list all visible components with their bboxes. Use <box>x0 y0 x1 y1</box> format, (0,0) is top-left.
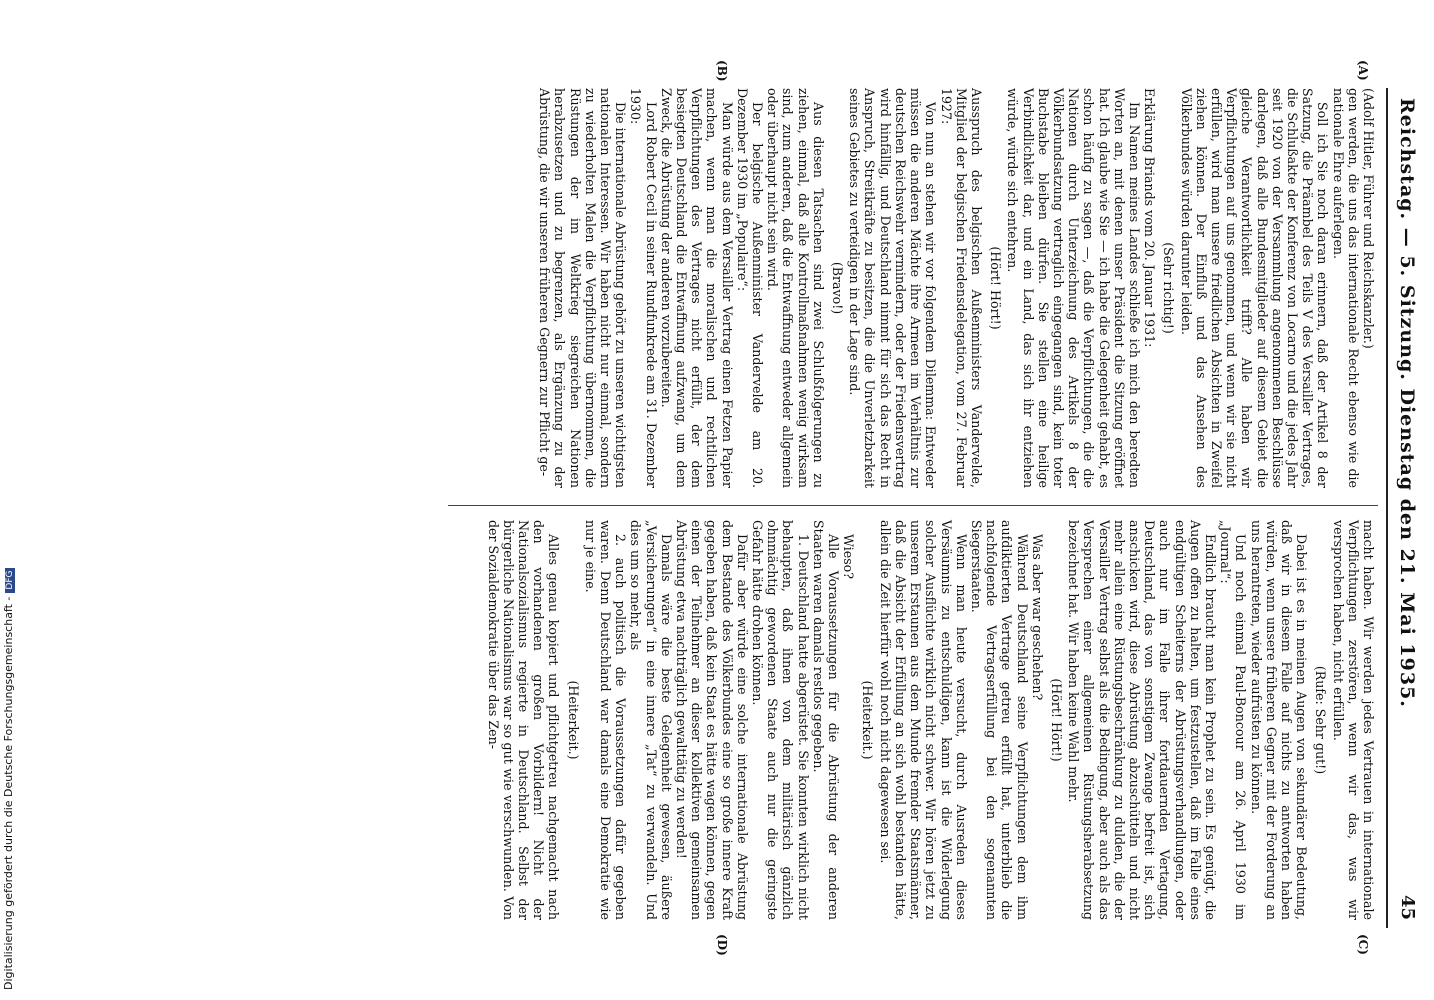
footer-credit: Digitalisierung gefördert durch die Deutsche Forschungsgemeinschaft - <box>2 596 15 990</box>
digitization-footer <box>0 0 25 1000</box>
right-column-paragraph: 2. auch politisch die Voraussetzungen dafür gegeben waren. Denn Deutschland war damals eine Demokratie wie nur je eine. <box>582 520 629 920</box>
margin-marker-d: (D) <box>715 934 729 956</box>
right-column-paragraph: Alles genau kopiert und pflichtgetreu nachgemacht nach den vorhandenen großen Vorbildern! Nicht der Nationalsozialismus regierte in Deutschland. Selbst der bürgerliche Nationalismus war so gut wie verschwunden. Von der Sozialdemokratie über das Zen- <box>485 520 562 920</box>
left-column-paragraph: Aus diesen Tatsachen sind zwei Schlußfolgerungen zu ziehen, einmal, daß alle Kontrollmaßnahmen wenig wirksam sind, zum anderen, daß die Entwaffnung entweder allgemein oder überhaupt nicht sein wird. <box>765 88 826 488</box>
right-column-paragraph: macht haben. Wir werden jedes Vertrauen in internationale Verpflichtungen zerstören, wenn wir das, was wir versprochen haben, nicht erfüllen. <box>1330 520 1376 920</box>
page-number: 45 <box>1397 894 1418 920</box>
right-column-paragraph: (Heiterkeit.) <box>565 680 581 760</box>
header-title: Reichstag. — 5. Sitzung. Dienstag den 21. Mai 1935. <box>1396 98 1418 708</box>
right-column-paragraph: Damals wäre die beste Gelegenheit gewesen, äußere „Versicherungen“ in eine innere „Tat“ zu verwandeln. Und dies um so mehr, als <box>628 520 674 920</box>
right-column <box>485 520 1376 920</box>
left-column-paragraph: Lord Robert Cecil in seiner Rundfunkrede am 31. Dezember 1930: <box>628 88 659 488</box>
right-column-paragraph: Dafür aber würde eine solche internationale Abrüstung dem Bestande des Völkerbundes eine so große innere Kraft gegeben haben, daß kein Staat es hätte wagen können, gegen einen der Teilnehmer an dieser kollektiven gemeinsamen Abrüstung etwa nachträglich gewalttätig zu werden! <box>674 520 750 920</box>
dfg-logo: DFG <box>5 568 15 593</box>
left-column-paragraph: gen werden, die uns das internationale Recht ebenso wie die nationale Ehre auferlegen. <box>1330 88 1361 488</box>
footer-line <box>2 568 15 990</box>
left-column-paragraph: Die internationale Abrüstung gehört zu unseren wichtigsten nationalen Interessen. Wir haben nicht nur einmal, sondern zu wiederholten Malen die Verpflichtung übernommen, die Rüstungen der im Weltkrieg siegreichen Nationen herabzusetzen und zu begrenzen, als Ergänzung zu der Abrüstung, die wir unseren früheren Gegnern zur Pflicht ge- <box>537 88 629 488</box>
left-column-paragraph: Der belgische Außenminister Vandervelde am 20. Dezember 1930 im „Populaire“: <box>734 88 766 488</box>
right-column-paragraph: Endlich braucht man kein Prophet zu sein. Es genügt, die Augen offen zu halten, um festzustellen, daß im Falle eines endgültigen Scheiterns der Abrüstungsverhandlungen, oder auch nur im Falle ihrer fortdauernden Vertagung, Deutschland, das von sonstigem Zwange befreit ist, sich anschicken wird, diese Abrüstung abzuschütteln und nicht mehr allein eine Rüstungsbeschränkung zu dulden, die der Versailler Vertrag selbst als die Bedingung, aber auch als das Versprechen einer allgemeinen Rüstungsherabsetzung bezeichnet hat. Wir haben keine Wahl mehr. <box>1066 520 1218 920</box>
right-column-paragraph: Wieso? <box>841 534 857 580</box>
left-column-paragraph: Soll ich Sie noch daran erinnern, daß der Artikel 8 der Satzung, die Präambel des Teils V des Versailler Vertrages, die Schlußakte der Konferenz von Locarno und die jedes Jahr seit 1920 von der Versammlung angenommenen Beschlüsse darlegen, daß alle Bundesmitglieder auf diesem Gebiet die gleiche Verantwortlichkeit trifft? Alle haben wir Verpflichtungen auf uns genommen, und wenn wir sie nicht erfüllen, wird man unsere friedlichen Absichten in Zweifel ziehen können. Der Einfluß und das Ansehen des Völkerbundes würden darunter leiden. <box>1178 88 1331 488</box>
left-column-paragraph: Im Namen meines Landes schließe ich mich den beredten Worten an, mit denen unser Präsident die Sitzung eröffnet hat. Ich glaube wie Sie — ich habe die Gelegenheit gehabt, es schon häufig zu sagen —, daß die Verpflichtungen, die die Nationen durch Unterzeichnung des Artikels 8 der Völkerbundsatzung vertraglich eingegangen sind, kein toter Buchstabe bleiben dürfen. Sie stellen eine heilige Verbindlichkeit dar, und ein Land, das sich ihr entziehen würde, würde sich entehren. <box>1005 88 1142 488</box>
page-header <box>1386 88 1422 928</box>
left-column-paragraph: Erklärung Briands vom 20. Januar 1931: <box>1142 88 1158 348</box>
left-column-paragraph: (Sehr richtig!) <box>1161 242 1177 334</box>
right-column-paragraph: Alle Voraussetzungen für die Abrüstung der anderen Staaten waren damals restlos gegeben. <box>810 520 842 920</box>
right-column-paragraph: Und noch einmal Paul-Boncour am 26. April 1930 im „Journal“: <box>1218 520 1249 920</box>
left-column-paragraph: (Adolf Hitler, Führer und Reichskanzler.) <box>1361 88 1376 349</box>
right-column-paragraph: Wenn man heute versucht, durch Ausreden dieses Versäumnis zu entschuldigen, kann ist die Widerlegung solcher Ausflüchte wirklich nicht schwer. Wir hören jetzt zu unserem Erstaunen aus dem Munde fremder Staatsmänner, daß die Absicht der Erfüllung an sich wohl bestanden hätte, allein die Zeit hierfür wohl noch nicht dagewesen sei. <box>877 520 969 920</box>
right-column-paragraph: (Heiterkeit.) <box>860 680 876 760</box>
left-column-paragraph: Von nun an stehen wir vor folgendem Dilemma: Entweder müssen die anderen Mächte ihre Armeen im Verhältnis zur deutschen Reichswehr vermindern, oder der Friedensvertrag wird hinfällig, und Deutschland nimmt für sich das Recht in Anspruch, Streitkräfte zu besitzen, die die Unverletzbarkeit seines Gebietes zu verteidigen in der Lage sind. <box>847 88 939 488</box>
right-column-paragraph: Während Deutschland seine Verpflichtungen dem ihm aufdiktierten Vertrage getreu erfüllt hat, unterblieb die nachfolgende Vertragserfüllung bei den sogenannten Siegerstaaten. <box>968 520 1030 920</box>
margin-marker-a: (A) <box>1356 60 1370 81</box>
left-column <box>537 88 1376 488</box>
margin-marker-c: (C) <box>1356 934 1370 955</box>
right-column-paragraph: 1. Deutschland hatte abgerüstet. Sie konnten wirklich nicht behaupten, daß ihnen von dem militärisch gänzlich ohnmächtig gewordenen Staate auch nur die geringste Gefahr hätte drohen können. <box>750 520 811 920</box>
left-column-paragraph: (Bravo!) <box>830 261 846 315</box>
right-column-paragraph: (Rufe: Sehr gut!) <box>1313 665 1329 775</box>
left-column-paragraph: Man würde aus dem Versailler Vertrag einen Fetzen Papier machen, wenn man die moralischen und rechtlichen Verpflichtungen des Vertrages nicht erfüllt, der dem besiegten Deutschland die Entwaffnung aufzwang, um dem Zweck, die Abrüstung der anderen vorzubereiten. <box>658 88 735 488</box>
margin-marker-b: (B) <box>715 60 729 82</box>
left-column-paragraph: (Hört! Hört!) <box>988 246 1004 330</box>
right-column-paragraph: Dabei ist es in meinen Augen von sekundärer Bedeutung, daß wir in diesem Falle auf nichts zu antworten haben würden, wenn unsere früheren Gegner mit der Forderung an uns herantreten, wieder aufrüsten zu können. <box>1248 520 1310 920</box>
column-divider <box>448 505 1378 506</box>
right-column-paragraph: Was aber war geschehen? <box>1029 534 1045 701</box>
right-column-paragraph: (Hört! Hört!) <box>1048 678 1064 762</box>
left-column-paragraph: Ausspruch des belgischen Außenministers Vandervelde, Mitglied der belgischen Friedensdelegation, vom 27. Februar 1927: <box>938 88 984 488</box>
